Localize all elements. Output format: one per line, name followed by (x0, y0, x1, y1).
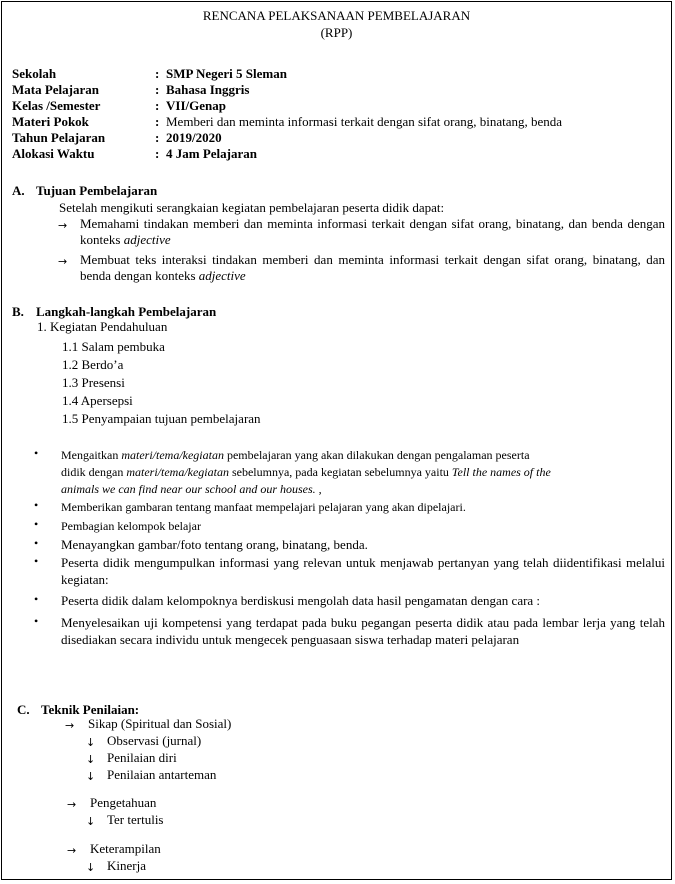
info-separator: : (155, 98, 160, 113)
info-label: Mata Pelajaran (12, 82, 100, 97)
info-value: 2019/2020 (166, 130, 222, 145)
bullet-icon: • (34, 498, 39, 512)
arrow-down-icon: ↓ (86, 861, 96, 874)
activity-heading: 1. Kegiatan Pendahuluan (37, 319, 168, 334)
rpp-document (1, 1, 672, 880)
bullet-icon: • (34, 517, 39, 531)
info-separator: : (155, 130, 160, 145)
assessment-sikap: Sikap (Spiritual dan Sosial) (88, 716, 232, 731)
assessment-keterampilan: Keterampilan (90, 841, 161, 856)
info-label: Sekolah (12, 66, 57, 81)
info-row-tahun-pelajaran (12, 130, 662, 146)
assessment-pengetahuan: Pengetahuan (90, 795, 157, 810)
arrow-right-icon: → (58, 255, 68, 268)
arrow-down-icon: ↓ (86, 815, 96, 828)
document-subtitle: (RPP) (320, 25, 353, 40)
bullet-item: Peserta didik dalam kelompoknya berdiskusi mengolah data hasil pengamatan dengan cara : (61, 593, 541, 608)
info-row-kelas-semester (12, 98, 662, 114)
section-letter: B. (12, 304, 24, 319)
assessment-item: Observasi (jurnal) (107, 733, 202, 748)
bullet-item: Peserta didik mengumpulkan informasi yang relevan untuk menjawab pertanyan yang telah diidentifikasi melalui kegiatan: (61, 555, 665, 587)
arrow-right-icon: → (67, 798, 77, 811)
info-row-mata-pelajaran (12, 82, 662, 98)
info-separator: : (155, 82, 160, 97)
section-title: Tujuan Pembelajaran (36, 183, 158, 198)
bullet-item: Menayangkan gambar/foto tentang orang, binatang, benda. (61, 537, 368, 552)
step-item: 1.4 Apersepsi (62, 393, 133, 408)
bullet-icon: • (34, 592, 39, 606)
info-separator: : (155, 66, 160, 81)
arrow-down-icon: ↓ (86, 736, 96, 749)
step-item: 1.1 Salam pembuka (62, 339, 165, 354)
step-item: 1.2 Berdo’a (62, 357, 124, 372)
bullet-item: Menyelesaikan uji kompetensi yang terdapat pada buku pegangan peserta didik atau pada lembar lerja yang telah disediakan secara individu untuk mengecek penguasaan siswa terhadap materi pelajaran (61, 615, 665, 647)
section-title: Teknik Penilaian: (41, 702, 140, 717)
document-title: RENCANA PELAKSANAAN PEMBELAJARAN (202, 8, 471, 23)
objective-item: Memahami tindakan memberi dan meminta informasi terkait dengan sifat orang, binatang, dan benda dengan konteks adjective (80, 216, 665, 247)
arrow-right-icon: → (58, 219, 68, 232)
section-letter: A. (12, 183, 25, 198)
arrow-down-icon: ↓ (86, 753, 96, 766)
arrow-down-icon: ↓ (86, 770, 96, 783)
bullet-icon: • (34, 554, 39, 568)
assessment-item: Penilaian antarteman (107, 767, 217, 782)
assessment-item: Kinerja (107, 858, 146, 873)
info-value: Memberi dan meminta informasi terkait dengan sifat orang, binatang, benda (166, 114, 563, 129)
section-letter: C. (17, 702, 30, 717)
info-row-materi-pokok (12, 114, 662, 130)
bullet-icon: • (34, 536, 39, 550)
bullet-icon: • (34, 614, 39, 628)
info-label: Alokasi Waktu (12, 146, 95, 161)
assessment-item: Ter tertulis (107, 812, 164, 827)
arrow-right-icon: → (65, 719, 75, 732)
info-label: Kelas /Semester (12, 98, 101, 113)
info-value: SMP Negeri 5 Sleman (166, 66, 287, 81)
info-value: 4 Jam Pelajaran (166, 146, 257, 161)
info-value: VII/Genap (166, 98, 226, 113)
info-value: Bahasa Inggris (166, 82, 250, 97)
info-row-alokasi-waktu (12, 146, 662, 162)
info-label: Tahun Pelajaran (12, 130, 106, 145)
info-separator: : (155, 114, 160, 129)
bullet-item: Mengaitkan materi/tema/kegiatan pembelajaran yang akan dilakukan dengan pengalaman peserta didik dengan materi/tema/kegiatan sebelumnya, pada kegiatan sebelumnya yaitu Tell the names of the animals we can find near our school and our houses. , (61, 448, 551, 496)
assessment-item: Penilaian diri (107, 750, 177, 765)
arrow-right-icon: → (67, 844, 77, 857)
step-item: 1.5 Penyampaian tujuan pembelajaran (62, 411, 261, 426)
bullet-item: Pembagian kelompok belajar (61, 519, 201, 533)
objective-item: Membuat teks interaksi tindakan memberi dan meminta informasi terkait dengan sifat orang, binatang, dan benda dengan konteks adjective (80, 252, 665, 283)
bullet-item: Memberikan gambaran tentang manfaat mempelajari pelajaran yang akan dipelajari. (61, 500, 466, 514)
info-separator: : (155, 146, 160, 161)
section-title: Langkah-langkah Pembelajaran (36, 304, 217, 319)
section-a-intro: Setelah mengikuti serangkaian kegiatan pembelajaran peserta didik dapat: (59, 200, 445, 215)
step-item: 1.3 Presensi (62, 375, 125, 390)
info-row-sekolah (12, 66, 662, 82)
info-label: Materi Pokok (12, 114, 89, 129)
bullet-icon: • (34, 446, 39, 460)
